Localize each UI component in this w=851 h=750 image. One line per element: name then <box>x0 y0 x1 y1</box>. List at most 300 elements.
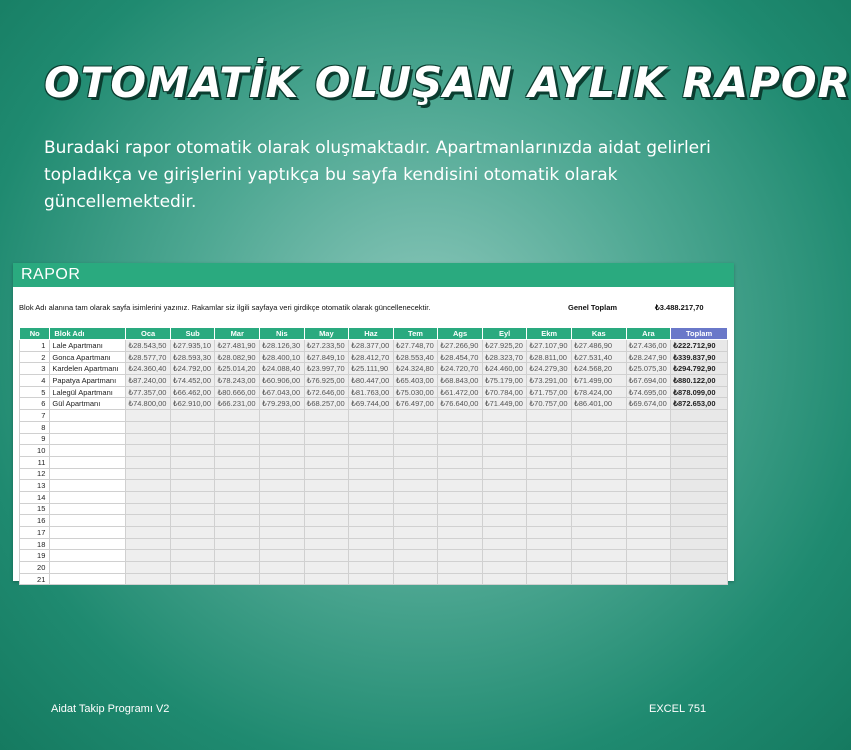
month-value-cell[interactable] <box>260 527 305 539</box>
month-value-cell[interactable] <box>393 410 438 422</box>
month-value-cell[interactable] <box>260 562 305 574</box>
month-value-cell[interactable] <box>215 421 260 433</box>
month-value-cell[interactable]: ₺62.910,00 <box>170 398 215 410</box>
month-value-cell[interactable]: ₺28.577,70 <box>126 351 171 363</box>
month-value-cell[interactable] <box>304 410 349 422</box>
block-name-cell[interactable]: Lalegül Apartmanı <box>50 386 126 398</box>
month-value-cell[interactable] <box>170 515 215 527</box>
month-value-cell[interactable]: ₺25.111,90 <box>349 363 394 375</box>
month-value-cell[interactable] <box>482 421 527 433</box>
month-value-cell[interactable]: ₺76.925,00 <box>304 375 349 387</box>
row-number-cell[interactable]: 9 <box>20 433 50 445</box>
month-value-cell[interactable] <box>260 480 305 492</box>
month-value-cell[interactable] <box>349 573 394 585</box>
row-total-cell[interactable]: ₺880.122,00 <box>671 375 728 387</box>
row-number-cell[interactable]: 18 <box>20 538 50 550</box>
block-name-cell[interactable] <box>50 573 126 585</box>
month-value-cell[interactable] <box>215 491 260 503</box>
month-value-cell[interactable] <box>349 503 394 515</box>
column-header-blok-ad-[interactable]: Blok Adı <box>50 328 126 340</box>
month-value-cell[interactable] <box>260 433 305 445</box>
month-value-cell[interactable]: ₺27.925,20 <box>482 340 527 352</box>
month-value-cell[interactable] <box>438 503 483 515</box>
month-value-cell[interactable] <box>571 527 626 539</box>
month-value-cell[interactable]: ₺27.233,50 <box>304 340 349 352</box>
month-value-cell[interactable]: ₺27.531,40 <box>571 351 626 363</box>
month-value-cell[interactable]: ₺28.593,30 <box>170 351 215 363</box>
month-value-cell[interactable] <box>571 503 626 515</box>
block-name-cell[interactable] <box>50 538 126 550</box>
month-value-cell[interactable]: ₺76.640,00 <box>438 398 483 410</box>
row-total-cell[interactable] <box>671 456 728 468</box>
column-header-ags[interactable]: Ags <box>438 328 483 340</box>
month-value-cell[interactable] <box>438 550 483 562</box>
block-name-cell[interactable] <box>50 562 126 574</box>
row-total-cell[interactable] <box>671 503 728 515</box>
month-value-cell[interactable] <box>349 433 394 445</box>
month-value-cell[interactable] <box>482 503 527 515</box>
row-total-cell[interactable] <box>671 515 728 527</box>
row-total-cell[interactable]: ₺294.792,90 <box>671 363 728 375</box>
month-value-cell[interactable] <box>170 433 215 445</box>
month-value-cell[interactable] <box>126 550 171 562</box>
month-value-cell[interactable] <box>393 468 438 480</box>
month-value-cell[interactable]: ₺25.014,20 <box>215 363 260 375</box>
month-value-cell[interactable]: ₺27.486,90 <box>571 340 626 352</box>
month-value-cell[interactable] <box>126 573 171 585</box>
row-number-cell[interactable]: 2 <box>20 351 50 363</box>
month-value-cell[interactable] <box>527 573 572 585</box>
month-value-cell[interactable]: ₺27.935,10 <box>170 340 215 352</box>
month-value-cell[interactable] <box>482 410 527 422</box>
month-value-cell[interactable] <box>626 491 671 503</box>
month-value-cell[interactable]: ₺28.247,90 <box>626 351 671 363</box>
month-value-cell[interactable] <box>126 503 171 515</box>
row-number-cell[interactable]: 12 <box>20 468 50 480</box>
column-header-may[interactable]: May <box>304 328 349 340</box>
block-name-cell[interactable] <box>50 527 126 539</box>
block-name-cell[interactable] <box>50 491 126 503</box>
month-value-cell[interactable] <box>260 410 305 422</box>
block-name-cell[interactable]: Lale Apartmanı <box>50 340 126 352</box>
month-value-cell[interactable] <box>126 456 171 468</box>
month-value-cell[interactable] <box>349 527 394 539</box>
month-value-cell[interactable] <box>260 550 305 562</box>
month-value-cell[interactable] <box>527 433 572 445</box>
month-value-cell[interactable] <box>626 503 671 515</box>
month-value-cell[interactable] <box>215 433 260 445</box>
month-value-cell[interactable] <box>170 421 215 433</box>
month-value-cell[interactable] <box>626 538 671 550</box>
month-value-cell[interactable] <box>482 550 527 562</box>
row-number-cell[interactable]: 11 <box>20 456 50 468</box>
month-value-cell[interactable]: ₺73.291,00 <box>527 375 572 387</box>
month-value-cell[interactable] <box>126 491 171 503</box>
column-header-no[interactable]: No <box>20 328 50 340</box>
month-value-cell[interactable]: ₺71.757,00 <box>527 386 572 398</box>
month-value-cell[interactable] <box>438 515 483 527</box>
month-value-cell[interactable] <box>304 515 349 527</box>
month-value-cell[interactable]: ₺81.763,00 <box>349 386 394 398</box>
month-value-cell[interactable] <box>349 562 394 574</box>
month-value-cell[interactable]: ₺28.377,00 <box>349 340 394 352</box>
month-value-cell[interactable]: ₺68.843,00 <box>438 375 483 387</box>
month-value-cell[interactable] <box>482 527 527 539</box>
month-value-cell[interactable] <box>170 480 215 492</box>
block-name-cell[interactable] <box>50 433 126 445</box>
month-value-cell[interactable]: ₺24.360,40 <box>126 363 171 375</box>
column-header-eyl[interactable]: Eyl <box>482 328 527 340</box>
month-value-cell[interactable] <box>527 410 572 422</box>
block-name-cell[interactable] <box>50 480 126 492</box>
month-value-cell[interactable]: ₺70.757,00 <box>527 398 572 410</box>
month-value-cell[interactable] <box>215 515 260 527</box>
column-header-haz[interactable]: Haz <box>349 328 394 340</box>
month-value-cell[interactable] <box>349 421 394 433</box>
month-value-cell[interactable] <box>438 468 483 480</box>
month-value-cell[interactable] <box>626 527 671 539</box>
month-value-cell[interactable] <box>482 445 527 457</box>
month-value-cell[interactable] <box>304 538 349 550</box>
month-value-cell[interactable] <box>260 538 305 550</box>
month-value-cell[interactable] <box>304 550 349 562</box>
month-value-cell[interactable] <box>438 421 483 433</box>
month-value-cell[interactable] <box>438 445 483 457</box>
block-name-cell[interactable]: Gül Apartmanı <box>50 398 126 410</box>
row-total-cell[interactable] <box>671 480 728 492</box>
month-value-cell[interactable] <box>304 456 349 468</box>
month-value-cell[interactable] <box>482 573 527 585</box>
month-value-cell[interactable] <box>393 445 438 457</box>
month-value-cell[interactable]: ₺65.403,00 <box>393 375 438 387</box>
grand-total-value[interactable]: ₺3.488.217,70 <box>655 303 704 312</box>
row-total-cell[interactable] <box>671 445 728 457</box>
month-value-cell[interactable]: ₺77.357,00 <box>126 386 171 398</box>
month-value-cell[interactable] <box>260 515 305 527</box>
month-value-cell[interactable] <box>126 527 171 539</box>
month-value-cell[interactable]: ₺27.107,90 <box>527 340 572 352</box>
month-value-cell[interactable] <box>393 550 438 562</box>
row-number-cell[interactable]: 16 <box>20 515 50 527</box>
month-value-cell[interactable] <box>626 562 671 574</box>
month-value-cell[interactable] <box>626 456 671 468</box>
month-value-cell[interactable] <box>126 433 171 445</box>
month-value-cell[interactable] <box>126 445 171 457</box>
month-value-cell[interactable] <box>304 491 349 503</box>
month-value-cell[interactable] <box>304 433 349 445</box>
column-header-sub[interactable]: Sub <box>170 328 215 340</box>
month-value-cell[interactable] <box>438 433 483 445</box>
month-value-cell[interactable] <box>393 456 438 468</box>
month-value-cell[interactable] <box>571 445 626 457</box>
month-value-cell[interactable] <box>170 527 215 539</box>
month-value-cell[interactable] <box>527 527 572 539</box>
month-value-cell[interactable] <box>126 480 171 492</box>
month-value-cell[interactable]: ₺86.401,00 <box>571 398 626 410</box>
row-total-cell[interactable] <box>671 573 728 585</box>
month-value-cell[interactable] <box>438 456 483 468</box>
row-number-cell[interactable]: 19 <box>20 550 50 562</box>
month-value-cell[interactable]: ₺27.748,70 <box>393 340 438 352</box>
month-value-cell[interactable] <box>170 456 215 468</box>
row-number-cell[interactable]: 10 <box>20 445 50 457</box>
month-value-cell[interactable] <box>438 573 483 585</box>
month-value-cell[interactable] <box>260 491 305 503</box>
block-name-cell[interactable] <box>50 456 126 468</box>
month-value-cell[interactable]: ₺28.553,40 <box>393 351 438 363</box>
month-value-cell[interactable]: ₺74.800,00 <box>126 398 171 410</box>
month-value-cell[interactable] <box>126 515 171 527</box>
month-value-cell[interactable] <box>126 562 171 574</box>
month-value-cell[interactable]: ₺80.666,00 <box>215 386 260 398</box>
month-value-cell[interactable]: ₺24.568,20 <box>571 363 626 375</box>
month-value-cell[interactable] <box>304 421 349 433</box>
row-number-cell[interactable]: 8 <box>20 421 50 433</box>
month-value-cell[interactable]: ₺71.449,00 <box>482 398 527 410</box>
month-value-cell[interactable] <box>260 573 305 585</box>
month-value-cell[interactable] <box>349 538 394 550</box>
row-total-cell[interactable]: ₺222.712,90 <box>671 340 728 352</box>
month-value-cell[interactable] <box>527 515 572 527</box>
month-value-cell[interactable] <box>527 480 572 492</box>
month-value-cell[interactable] <box>393 573 438 585</box>
month-value-cell[interactable] <box>170 538 215 550</box>
month-value-cell[interactable]: ₺66.462,00 <box>170 386 215 398</box>
month-value-cell[interactable] <box>438 491 483 503</box>
month-value-cell[interactable] <box>393 503 438 515</box>
month-value-cell[interactable] <box>126 421 171 433</box>
column-header-nis[interactable]: Nis <box>260 328 305 340</box>
month-value-cell[interactable]: ₺80.447,00 <box>349 375 394 387</box>
row-total-cell[interactable] <box>671 421 728 433</box>
month-value-cell[interactable] <box>215 503 260 515</box>
month-value-cell[interactable] <box>215 573 260 585</box>
month-value-cell[interactable] <box>527 538 572 550</box>
month-value-cell[interactable] <box>393 527 438 539</box>
month-value-cell[interactable] <box>215 527 260 539</box>
month-value-cell[interactable]: ₺28.454,70 <box>438 351 483 363</box>
row-number-cell[interactable]: 17 <box>20 527 50 539</box>
month-value-cell[interactable] <box>260 456 305 468</box>
row-number-cell[interactable]: 20 <box>20 562 50 574</box>
month-value-cell[interactable] <box>482 491 527 503</box>
row-total-cell[interactable] <box>671 433 728 445</box>
row-number-cell[interactable]: 13 <box>20 480 50 492</box>
month-value-cell[interactable] <box>438 480 483 492</box>
month-value-cell[interactable] <box>215 456 260 468</box>
month-value-cell[interactable] <box>393 433 438 445</box>
month-value-cell[interactable] <box>571 456 626 468</box>
month-value-cell[interactable] <box>527 468 572 480</box>
month-value-cell[interactable] <box>527 491 572 503</box>
month-value-cell[interactable]: ₺69.674,00 <box>626 398 671 410</box>
month-value-cell[interactable] <box>393 562 438 574</box>
month-value-cell[interactable] <box>304 468 349 480</box>
month-value-cell[interactable] <box>170 573 215 585</box>
month-value-cell[interactable] <box>393 538 438 550</box>
month-value-cell[interactable]: ₺24.088,40 <box>260 363 305 375</box>
month-value-cell[interactable] <box>170 491 215 503</box>
month-value-cell[interactable] <box>260 503 305 515</box>
month-value-cell[interactable] <box>571 538 626 550</box>
month-value-cell[interactable] <box>393 421 438 433</box>
month-value-cell[interactable] <box>349 456 394 468</box>
month-value-cell[interactable] <box>626 550 671 562</box>
block-name-cell[interactable] <box>50 468 126 480</box>
month-value-cell[interactable] <box>626 410 671 422</box>
month-value-cell[interactable] <box>527 445 572 457</box>
month-value-cell[interactable] <box>215 538 260 550</box>
block-name-cell[interactable] <box>50 550 126 562</box>
month-value-cell[interactable]: ₺70.784,00 <box>482 386 527 398</box>
block-name-cell[interactable] <box>50 421 126 433</box>
row-number-cell[interactable]: 15 <box>20 503 50 515</box>
block-name-cell[interactable] <box>50 410 126 422</box>
column-header-ara[interactable]: Ara <box>626 328 671 340</box>
month-value-cell[interactable] <box>571 410 626 422</box>
month-value-cell[interactable] <box>438 527 483 539</box>
row-number-cell[interactable]: 21 <box>20 573 50 585</box>
month-value-cell[interactable] <box>215 410 260 422</box>
month-value-cell[interactable] <box>482 562 527 574</box>
month-value-cell[interactable] <box>170 445 215 457</box>
month-value-cell[interactable] <box>482 515 527 527</box>
month-value-cell[interactable] <box>626 421 671 433</box>
month-value-cell[interactable]: ₺75.030,00 <box>393 386 438 398</box>
month-value-cell[interactable]: ₺27.481,90 <box>215 340 260 352</box>
row-total-cell[interactable] <box>671 562 728 574</box>
row-total-cell[interactable]: ₺878.099,00 <box>671 386 728 398</box>
row-total-cell[interactable] <box>671 527 728 539</box>
row-number-cell[interactable]: 4 <box>20 375 50 387</box>
row-number-cell[interactable]: 6 <box>20 398 50 410</box>
column-header-mar[interactable]: Mar <box>215 328 260 340</box>
month-value-cell[interactable] <box>304 445 349 457</box>
month-value-cell[interactable] <box>438 538 483 550</box>
month-value-cell[interactable]: ₺61.472,00 <box>438 386 483 398</box>
month-value-cell[interactable]: ₺78.424,00 <box>571 386 626 398</box>
month-value-cell[interactable] <box>126 410 171 422</box>
row-number-cell[interactable]: 1 <box>20 340 50 352</box>
month-value-cell[interactable]: ₺74.695,00 <box>626 386 671 398</box>
month-value-cell[interactable] <box>482 480 527 492</box>
month-value-cell[interactable] <box>304 503 349 515</box>
column-header-tem[interactable]: Tem <box>393 328 438 340</box>
month-value-cell[interactable]: ₺27.436,00 <box>626 340 671 352</box>
month-value-cell[interactable] <box>626 445 671 457</box>
month-value-cell[interactable]: ₺24.279,30 <box>527 363 572 375</box>
month-value-cell[interactable] <box>626 433 671 445</box>
month-value-cell[interactable] <box>170 503 215 515</box>
block-name-cell[interactable]: Papatya Apartmanı <box>50 375 126 387</box>
month-value-cell[interactable] <box>571 562 626 574</box>
month-value-cell[interactable]: ₺72.646,00 <box>304 386 349 398</box>
month-value-cell[interactable] <box>482 433 527 445</box>
row-total-cell[interactable] <box>671 491 728 503</box>
month-value-cell[interactable] <box>170 468 215 480</box>
month-value-cell[interactable] <box>571 491 626 503</box>
month-value-cell[interactable]: ₺24.792,00 <box>170 363 215 375</box>
month-value-cell[interactable]: ₺28.323,70 <box>482 351 527 363</box>
month-value-cell[interactable]: ₺87.240,00 <box>126 375 171 387</box>
month-value-cell[interactable] <box>126 468 171 480</box>
month-value-cell[interactable] <box>304 480 349 492</box>
column-header-oca[interactable]: Oca <box>126 328 171 340</box>
month-value-cell[interactable] <box>527 503 572 515</box>
month-value-cell[interactable] <box>438 562 483 574</box>
month-value-cell[interactable] <box>527 456 572 468</box>
month-value-cell[interactable]: ₺28.811,00 <box>527 351 572 363</box>
month-value-cell[interactable]: ₺69.744,00 <box>349 398 394 410</box>
month-value-cell[interactable] <box>527 421 572 433</box>
month-value-cell[interactable] <box>215 562 260 574</box>
month-value-cell[interactable]: ₺79.293,00 <box>260 398 305 410</box>
month-value-cell[interactable]: ₺28.412,70 <box>349 351 394 363</box>
block-name-cell[interactable] <box>50 503 126 515</box>
month-value-cell[interactable] <box>527 550 572 562</box>
month-value-cell[interactable]: ₺71.499,00 <box>571 375 626 387</box>
month-value-cell[interactable]: ₺28.082,90 <box>215 351 260 363</box>
month-value-cell[interactable] <box>527 562 572 574</box>
month-value-cell[interactable] <box>349 468 394 480</box>
month-value-cell[interactable] <box>260 421 305 433</box>
month-value-cell[interactable]: ₺24.720,70 <box>438 363 483 375</box>
block-name-cell[interactable] <box>50 515 126 527</box>
month-value-cell[interactable]: ₺23.997,70 <box>304 363 349 375</box>
month-value-cell[interactable] <box>571 573 626 585</box>
month-value-cell[interactable]: ₺28.126,30 <box>260 340 305 352</box>
row-total-cell[interactable] <box>671 550 728 562</box>
month-value-cell[interactable] <box>215 468 260 480</box>
month-value-cell[interactable]: ₺67.694,00 <box>626 375 671 387</box>
month-value-cell[interactable] <box>482 538 527 550</box>
month-value-cell[interactable] <box>304 573 349 585</box>
row-total-cell[interactable]: ₺872.653,00 <box>671 398 728 410</box>
row-total-cell[interactable] <box>671 410 728 422</box>
month-value-cell[interactable] <box>170 562 215 574</box>
month-value-cell[interactable]: ₺24.460,00 <box>482 363 527 375</box>
row-number-cell[interactable]: 3 <box>20 363 50 375</box>
month-value-cell[interactable] <box>571 433 626 445</box>
month-value-cell[interactable] <box>571 515 626 527</box>
month-value-cell[interactable] <box>349 480 394 492</box>
month-value-cell[interactable] <box>393 515 438 527</box>
column-header-toplam[interactable]: Toplam <box>671 328 728 340</box>
month-value-cell[interactable] <box>126 538 171 550</box>
month-value-cell[interactable] <box>438 410 483 422</box>
month-value-cell[interactable] <box>571 480 626 492</box>
block-name-cell[interactable]: Gonca Apartmanı <box>50 351 126 363</box>
month-value-cell[interactable]: ₺76.497,00 <box>393 398 438 410</box>
month-value-cell[interactable] <box>260 445 305 457</box>
month-value-cell[interactable] <box>482 468 527 480</box>
month-value-cell[interactable] <box>571 550 626 562</box>
month-value-cell[interactable] <box>349 515 394 527</box>
row-number-cell[interactable]: 7 <box>20 410 50 422</box>
month-value-cell[interactable]: ₺28.400,10 <box>260 351 305 363</box>
month-value-cell[interactable] <box>215 445 260 457</box>
month-value-cell[interactable] <box>349 410 394 422</box>
month-value-cell[interactable]: ₺27.849,10 <box>304 351 349 363</box>
month-value-cell[interactable]: ₺75.179,00 <box>482 375 527 387</box>
block-name-cell[interactable]: Kardelen Apartmanı <box>50 363 126 375</box>
month-value-cell[interactable] <box>349 491 394 503</box>
month-value-cell[interactable] <box>349 550 394 562</box>
month-value-cell[interactable] <box>482 456 527 468</box>
column-header-ekm[interactable]: Ekm <box>527 328 572 340</box>
month-value-cell[interactable] <box>626 573 671 585</box>
month-value-cell[interactable]: ₺66.231,00 <box>215 398 260 410</box>
